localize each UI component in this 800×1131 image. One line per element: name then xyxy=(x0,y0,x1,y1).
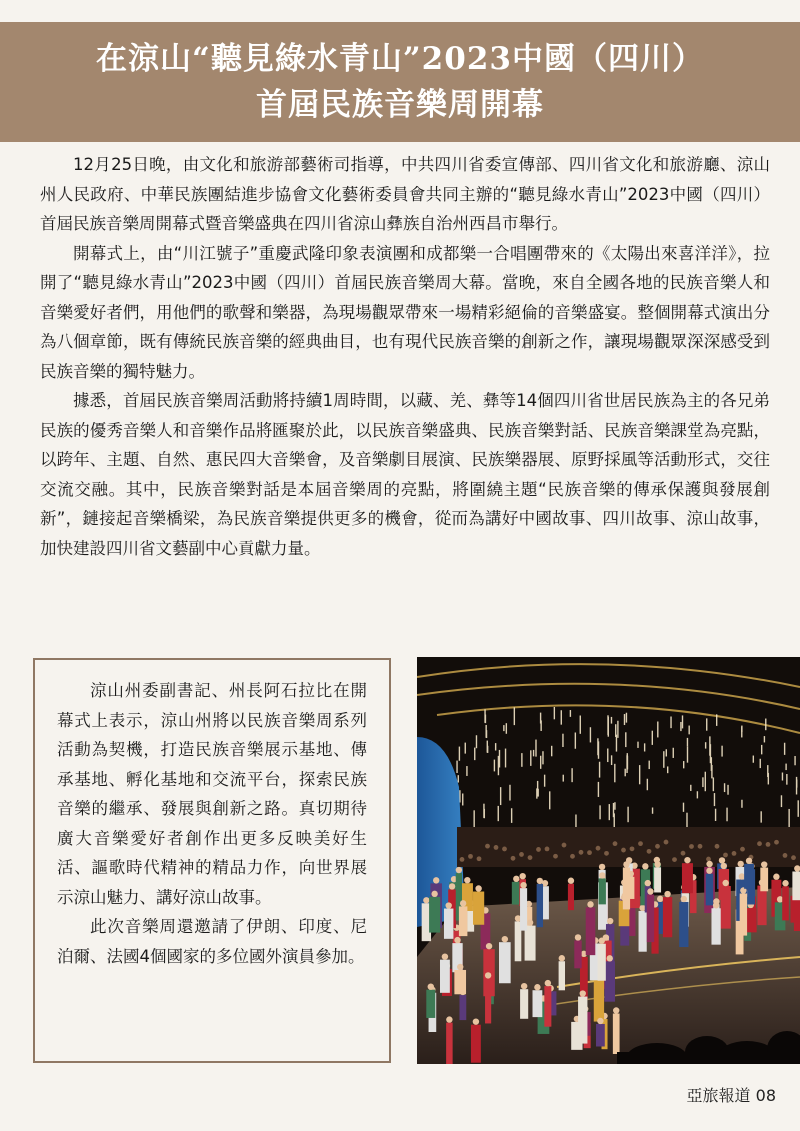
article-paragraph: 12月25日晚，由文化和旅游部藝術司指導，中共四川省委宣傳部、四川省文化和旅游廳、涼山州人民政府、中華民族團結進步協會文化藝術委員會共同主辦的“聽見綠水青山”2023中國（四川）首屆民族音樂周開幕式暨音樂盛典在四川省涼山彝族自治州西昌市舉行。 xyxy=(40,155,770,233)
article-paragraph: 據悉，首屆民族音樂周活動將持續1周時間，以藏、羌、彝等14個四川省世居民族為主的各兄弟民族的優秀音樂人和音樂作品將匯聚於此，以民族音樂盛典、民族音樂對話、民族音樂課堂為亮點，以跨年、主題、自然、惠民四大音樂會，及音樂劇目展演、民族樂器展、原野採風等活動形式，交往交流交融。其中，民族音樂對話是本屆音樂周的亮點，將圍繞主題“民族音樂的傳承保護與發展創新”，鏈接起音樂橋梁，為民族音樂提供更多的機會，從而為講好中國故事、四川故事、涼山故事，加快建設四川省文藝副中心貢獻力量。 xyxy=(40,391,770,558)
concert-stage-photo xyxy=(417,657,800,1064)
quote-paragraph: 此次音樂周還邀請了伊朗、印度、尼泊爾、法國4個國家的多位國外演員參加。 xyxy=(57,917,367,966)
article-body xyxy=(40,150,770,563)
title-band xyxy=(0,22,800,142)
headline-line-1: 在涼山“聽見綠水青山”2023中國（四川） xyxy=(96,41,704,77)
quote-paragraph: 涼山州委副書記、州長阿石拉比在開幕式上表示，涼山州將以民族音樂周系列活動為契機，打造民族音樂展示基地、傳承基地、孵化基地和交流平台，探索民族音樂的繼承、發展與創新之路。真切期待廣大音樂愛好者創作出更多反映美好生活、謳歌時代精神的精品力作，向世界展示涼山魅力、講好涼山故事。 xyxy=(57,681,367,907)
article-paragraph: 開幕式上，由“川江號子”重慶武隆印象表演團和成都樂一合唱團帶來的《太陽出來喜洋洋》，拉開了“聽見綠水青山”2023中國（四川）首屆民族音樂周大幕。當晚，來自全國各地的民族音樂人和音樂愛好者們，用他們的歌聲和樂器，為現場觀眾帶來一場精彩絕倫的音樂盛宴。整個開幕式演出分為八個章節，既有傳統民族音樂的經典曲目，也有現代民族音樂的創新之作，讓現場觀眾深深感受到民族音樂的獨特魅力。 xyxy=(40,243,770,381)
page-footer: 亞旅報道 08 xyxy=(686,1086,776,1105)
headline-line-2: 首屆民族音樂周開幕 xyxy=(256,87,544,123)
quote-box xyxy=(33,658,391,1063)
